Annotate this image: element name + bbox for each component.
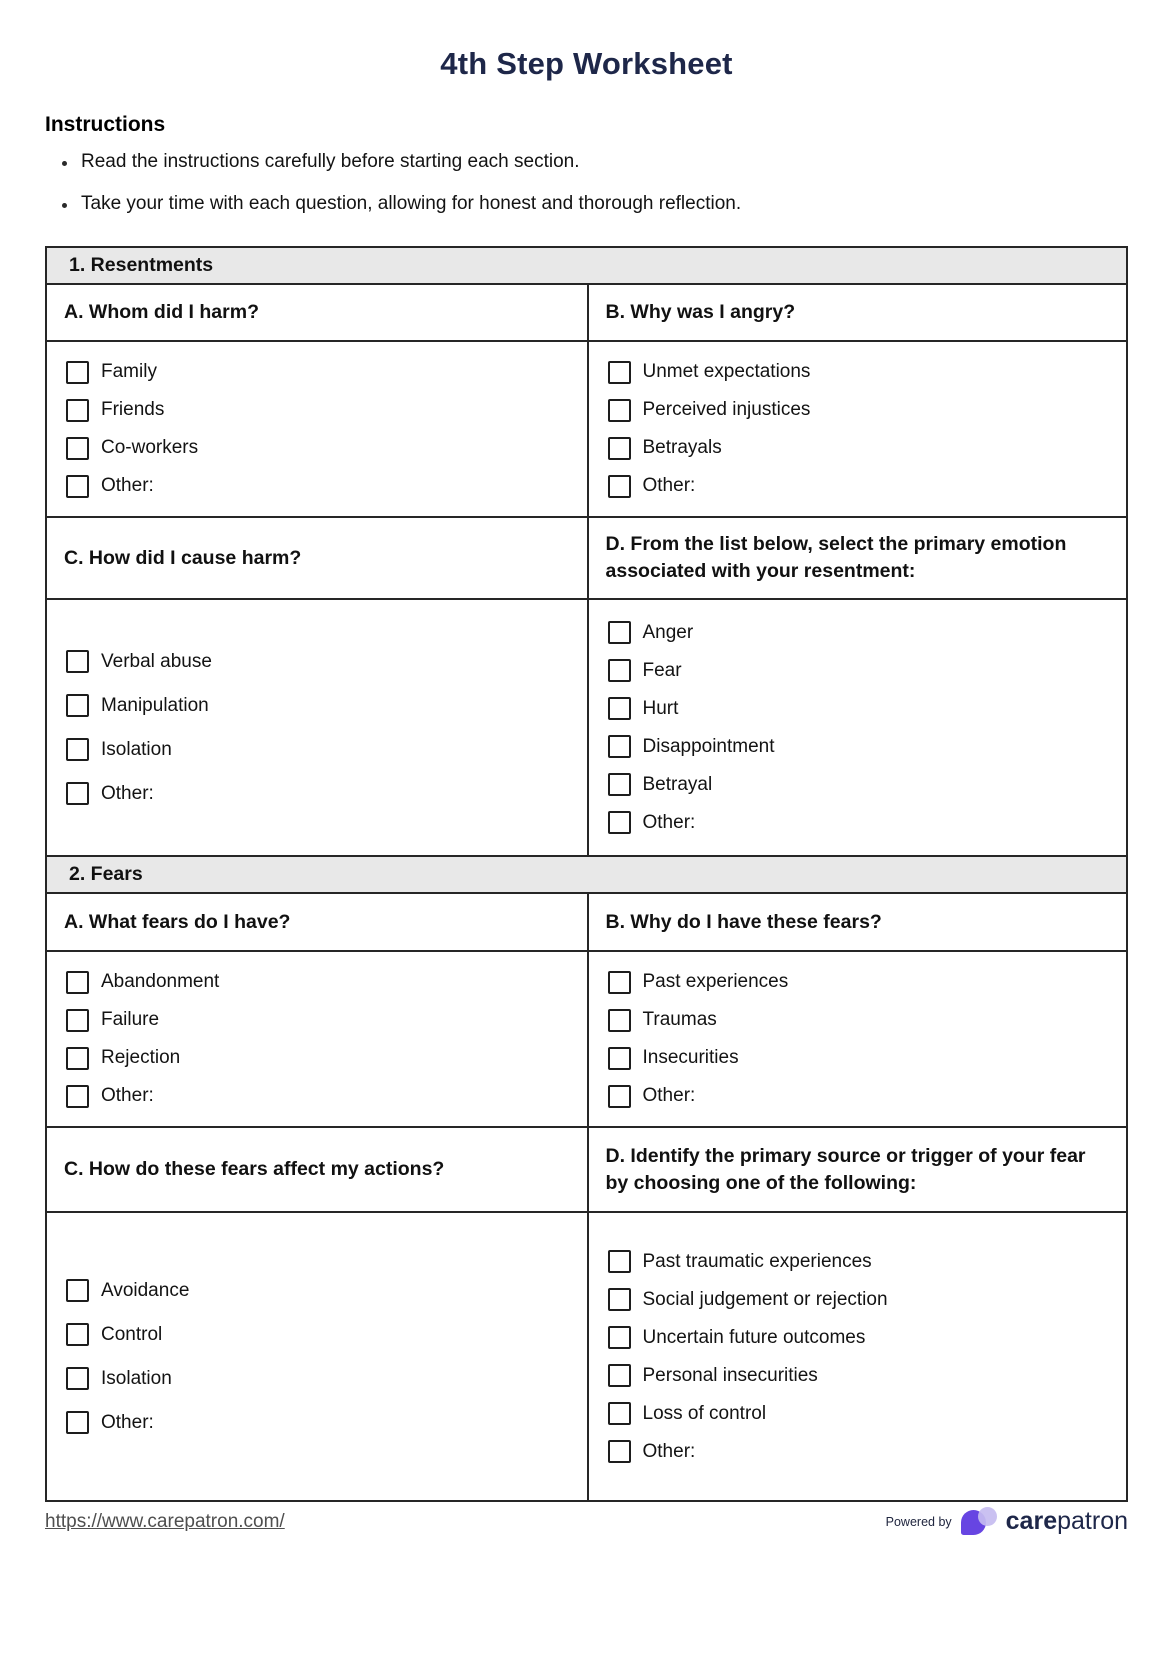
- section-header-fears: [47, 857, 1126, 894]
- checkbox[interactable]: [608, 773, 631, 796]
- bullet-icon: [62, 203, 67, 208]
- option-label: Isolation: [101, 1367, 172, 1389]
- checkbox-option[interactable]: [608, 621, 1127, 644]
- checkbox-option[interactable]: [66, 1009, 587, 1032]
- checkbox[interactable]: [608, 1009, 631, 1032]
- checkbox[interactable]: [66, 1411, 89, 1434]
- checkbox[interactable]: [66, 1279, 89, 1302]
- checkbox-option[interactable]: [66, 782, 587, 805]
- option-label: Loss of control: [642, 1402, 767, 1424]
- cell-resentments-a-heading: [47, 285, 587, 340]
- cell-fears-a-heading: [47, 894, 587, 950]
- checkbox[interactable]: [66, 437, 89, 460]
- checkbox[interactable]: [66, 1367, 89, 1390]
- option-label: Uncertain future outcomes: [642, 1326, 866, 1348]
- checkbox-option[interactable]: [66, 437, 587, 460]
- checkbox-option[interactable]: [608, 1009, 1127, 1032]
- checkbox-option[interactable]: [66, 1367, 587, 1390]
- checkbox[interactable]: [66, 971, 89, 994]
- checkbox-option[interactable]: [66, 1047, 587, 1070]
- checkbox[interactable]: [608, 1402, 631, 1425]
- question-heading: A. What fears do I have?: [64, 910, 291, 933]
- page-title: 4th Step Worksheet: [440, 46, 733, 81]
- option-label: Avoidance: [101, 1279, 190, 1301]
- option-label: Other:: [101, 1411, 154, 1433]
- section-title: 2. Fears: [69, 863, 143, 885]
- question-heading: C. How do these fears affect my actions?: [64, 1158, 445, 1181]
- question-heading: D. Identify the primary source or trigger of your fear by choosing one of the following:: [605, 1144, 1086, 1194]
- row-fears-ab-headings: [47, 894, 1126, 952]
- checkbox[interactable]: [608, 1326, 631, 1349]
- checkbox-option[interactable]: [608, 971, 1127, 994]
- option-label: Abandonment: [101, 971, 220, 992]
- document-body: [0, 46, 1176, 1502]
- cell-fears-c-heading: [47, 1128, 587, 1211]
- checkbox[interactable]: [66, 650, 89, 673]
- checkbox[interactable]: [66, 399, 89, 422]
- checkbox[interactable]: [608, 1250, 631, 1273]
- carepatron-wordmark: [1006, 1507, 1128, 1536]
- option-label: Hurt: [642, 697, 679, 719]
- checkbox[interactable]: [608, 811, 631, 834]
- instruction-text: Take your time with each question, allowing for honest and thorough reflection.: [81, 193, 742, 214]
- bullet-icon: [62, 161, 67, 166]
- cell-fears-d-options: [587, 1213, 1127, 1500]
- question-heading: D. From the list below, select the primary emotion associated with your resentment:: [605, 533, 1067, 582]
- checkbox-option[interactable]: [608, 475, 1127, 498]
- checkbox[interactable]: [66, 1085, 89, 1108]
- checkbox[interactable]: [608, 475, 631, 498]
- worksheet-table: [45, 246, 1128, 1502]
- checkbox-option[interactable]: [608, 735, 1127, 758]
- checkbox-option[interactable]: [608, 437, 1127, 460]
- checkbox[interactable]: [608, 697, 631, 720]
- cell-resentments-c-heading: [47, 518, 587, 598]
- cell-resentments-a-options: [47, 342, 587, 516]
- wordmark-care: care: [1005, 1507, 1058, 1535]
- checkbox-option[interactable]: [66, 694, 587, 717]
- checkbox-option[interactable]: [608, 361, 1127, 384]
- instructions-heading: Instructions: [45, 113, 166, 136]
- option-label: Isolation: [101, 738, 172, 760]
- checkbox[interactable]: [66, 782, 89, 805]
- option-label: Unmet expectations: [642, 361, 811, 382]
- question-heading: C. How did I cause harm?: [64, 546, 302, 569]
- instruction-text: Read the instructions carefully before starting each section.: [81, 151, 580, 172]
- instructions-block: [45, 113, 1128, 215]
- checkbox-option[interactable]: [66, 650, 587, 673]
- option-label: Perceived injustices: [642, 399, 811, 420]
- page-footer: [45, 1507, 1128, 1536]
- checkbox[interactable]: [608, 1440, 631, 1463]
- row-resentments-ab-headings: [47, 285, 1126, 342]
- option-label: Co-workers: [101, 437, 199, 458]
- checkbox-option[interactable]: [66, 475, 587, 498]
- logo-dot-shape: [978, 1507, 997, 1526]
- cell-resentments-c-options: [47, 600, 587, 855]
- checkbox-option[interactable]: [608, 1440, 1127, 1463]
- carepatron-logo-icon: [961, 1507, 997, 1536]
- option-label: Other:: [642, 1085, 696, 1106]
- checkbox[interactable]: [608, 621, 631, 644]
- question-heading: B. Why was I angry?: [605, 301, 796, 324]
- row-fears-ab-options: [47, 952, 1126, 1128]
- option-label: Friends: [101, 399, 165, 420]
- option-label: Disappointment: [642, 735, 775, 757]
- checkbox[interactable]: [66, 738, 89, 761]
- carepatron-link[interactable]: https://www.carepatron.com/: [45, 1510, 285, 1532]
- option-label: Control: [101, 1323, 163, 1345]
- option-label: Betrayals: [642, 437, 722, 458]
- powered-by-label: Powered by: [885, 1514, 952, 1529]
- checkbox-option[interactable]: [66, 399, 587, 422]
- row-resentments-cd-headings: [47, 518, 1126, 600]
- question-heading: B. Why do I have these fears?: [605, 910, 882, 933]
- row-resentments-cd-options: [47, 600, 1126, 857]
- section-title: 1. Resentments: [69, 254, 214, 276]
- question-heading: A. Whom did I harm?: [64, 301, 259, 324]
- cell-fears-c-options: [47, 1213, 587, 1500]
- checkbox[interactable]: [608, 1288, 631, 1311]
- option-label: Fear: [642, 659, 682, 681]
- row-fears-cd-options: [47, 1213, 1126, 1500]
- checkbox[interactable]: [66, 694, 89, 717]
- checkbox[interactable]: [608, 659, 631, 682]
- row-fears-cd-headings: [47, 1128, 1126, 1213]
- cell-resentments-d-options: [587, 600, 1127, 855]
- checkbox[interactable]: [608, 1085, 631, 1108]
- option-label: Rejection: [101, 1047, 181, 1068]
- checkbox[interactable]: [608, 971, 631, 994]
- cell-fears-d-heading: [587, 1128, 1127, 1211]
- checkbox-option[interactable]: [608, 1047, 1127, 1070]
- checkbox-option[interactable]: [66, 971, 587, 994]
- instruction-item: [45, 151, 1128, 173]
- option-label: Family: [101, 361, 157, 382]
- option-label: Traumas: [642, 1009, 717, 1030]
- option-label: Past experiences: [642, 971, 789, 992]
- option-label: Other:: [101, 782, 154, 804]
- checkbox-option[interactable]: [66, 738, 587, 761]
- option-label: Verbal abuse: [101, 650, 212, 672]
- checkbox-option[interactable]: [66, 361, 587, 384]
- section-header-resentments: [47, 248, 1126, 285]
- checkbox-option[interactable]: [608, 773, 1127, 796]
- checkbox[interactable]: [66, 1323, 89, 1346]
- option-label: Failure: [101, 1009, 160, 1030]
- checkbox-option[interactable]: [608, 1085, 1127, 1108]
- checkbox[interactable]: [608, 361, 631, 384]
- checkbox[interactable]: [66, 1047, 89, 1070]
- cell-resentments-b-options: [587, 342, 1127, 516]
- checkbox[interactable]: [66, 475, 89, 498]
- cell-resentments-b-heading: [587, 285, 1127, 340]
- checkbox[interactable]: [608, 399, 631, 422]
- option-label: Insecurities: [642, 1047, 739, 1068]
- checkbox-option[interactable]: [608, 1402, 1127, 1425]
- option-label: Social judgement or rejection: [642, 1288, 888, 1310]
- instructions-list: [45, 151, 1128, 215]
- checkbox-option[interactable]: [608, 659, 1127, 682]
- checkbox-option[interactable]: [608, 1288, 1127, 1311]
- checkbox[interactable]: [66, 361, 89, 384]
- row-resentments-ab-options: [47, 342, 1126, 518]
- option-label: Betrayal: [642, 773, 713, 795]
- option-label: Other:: [642, 811, 696, 833]
- option-label: Other:: [101, 475, 154, 496]
- cell-fears-b-heading: [587, 894, 1127, 950]
- checkbox-option[interactable]: [608, 399, 1127, 422]
- checkbox-option[interactable]: [608, 1250, 1127, 1273]
- option-label: Other:: [642, 1440, 696, 1462]
- checkbox[interactable]: [66, 1009, 89, 1032]
- checkbox-option[interactable]: [608, 1364, 1127, 1387]
- cell-resentments-d-heading: [587, 518, 1127, 598]
- checkbox[interactable]: [608, 1364, 631, 1387]
- checkbox[interactable]: [608, 735, 631, 758]
- option-label: Past traumatic experiences: [642, 1250, 872, 1272]
- powered-by-block: [886, 1507, 1128, 1536]
- option-label: Personal insecurities: [642, 1364, 818, 1386]
- instruction-item: [45, 193, 1128, 215]
- wordmark-patron: patron: [1057, 1507, 1128, 1535]
- checkbox[interactable]: [608, 437, 631, 460]
- option-label: Other:: [642, 475, 696, 496]
- option-label: Other:: [101, 1085, 154, 1106]
- option-label: Anger: [642, 621, 694, 643]
- checkbox-option[interactable]: [608, 1326, 1127, 1349]
- checkbox-option[interactable]: [66, 1323, 587, 1346]
- option-label: Manipulation: [101, 694, 209, 716]
- checkbox[interactable]: [608, 1047, 631, 1070]
- checkbox-option[interactable]: [608, 811, 1127, 834]
- checkbox-option[interactable]: [66, 1085, 587, 1108]
- checkbox-option[interactable]: [66, 1411, 587, 1434]
- checkbox-option[interactable]: [66, 1279, 587, 1302]
- cell-fears-b-options: [587, 952, 1127, 1126]
- checkbox-option[interactable]: [608, 697, 1127, 720]
- cell-fears-a-options: [47, 952, 587, 1126]
